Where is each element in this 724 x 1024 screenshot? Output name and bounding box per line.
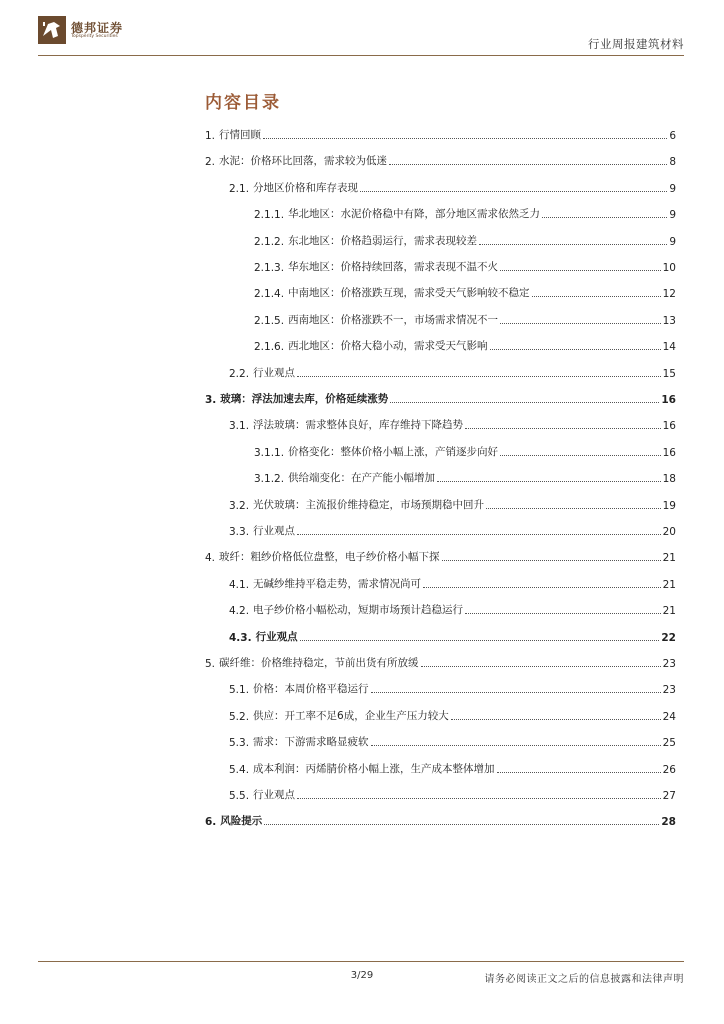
toc-entry[interactable] bbox=[254, 286, 676, 300]
toc-entry-page: 16 bbox=[661, 394, 676, 406]
logo-text-en: Topsperity Securities bbox=[71, 34, 118, 39]
toc-leader-dots bbox=[442, 560, 661, 561]
toc-entry-number: 2.1.2. bbox=[254, 235, 285, 248]
toc-entry-number: 4.2. bbox=[229, 605, 250, 618]
toc-entry-page: 21 bbox=[662, 605, 676, 618]
toc-leader-dots bbox=[437, 481, 661, 482]
toc-entry-number: 5.2. bbox=[229, 710, 250, 723]
toc-entry-page: 9 bbox=[669, 182, 676, 195]
toc-entry-page: 10 bbox=[662, 262, 676, 274]
toc-entry-number: 5.5. bbox=[229, 790, 250, 802]
toc-leader-dots bbox=[465, 428, 661, 429]
toc-entry-page: 6 bbox=[669, 130, 676, 142]
toc-leader-dots bbox=[360, 191, 667, 192]
toc-entry[interactable] bbox=[229, 735, 676, 749]
toc-entry-title: 玻纤：粗纱价格低位盘整，电子纱价格小幅下探 bbox=[219, 551, 440, 564]
toc-entry-number: 5. bbox=[205, 658, 216, 670]
toc-leader-dots bbox=[300, 640, 660, 641]
toc-heading: 内容目录 bbox=[205, 93, 281, 113]
toc-entry[interactable] bbox=[229, 418, 676, 432]
toc-entry[interactable] bbox=[229, 709, 676, 723]
toc-entry-page: 15 bbox=[662, 367, 676, 380]
toc-entry-page: 22 bbox=[661, 631, 676, 644]
logo-text-cn: 德邦证券 bbox=[71, 21, 124, 35]
toc-entry[interactable] bbox=[205, 656, 676, 670]
toc-leader-dots bbox=[421, 666, 661, 667]
toc-leader-dots bbox=[479, 244, 667, 245]
toc-entry-number: 4.3. bbox=[229, 631, 252, 644]
toc-entry-title: 价格变化：整体价格小幅上涨，产销逐步向好 bbox=[288, 445, 499, 458]
toc-entry-title: 中南地区：价格涨跌互现，需求受天气影响较不稳定 bbox=[288, 287, 530, 300]
toc-entry-title: 玻璃：浮法加速去库，价格延续涨势 bbox=[220, 393, 389, 405]
toc-entry-number: 3. bbox=[205, 394, 217, 406]
toc-entry-page: 24 bbox=[662, 710, 676, 723]
toc-leader-dots bbox=[263, 138, 667, 139]
toc-leader-dots bbox=[532, 296, 661, 297]
toc-leader-dots bbox=[542, 217, 667, 218]
toc-entry-page: 21 bbox=[662, 552, 676, 565]
toc-leader-dots bbox=[500, 323, 661, 324]
toc-leader-dots bbox=[264, 824, 659, 825]
page-number: 3/29 bbox=[350, 970, 374, 981]
toc-entry-number: 5.3. bbox=[229, 737, 250, 750]
toc-entry-title: 光伏玻璃：主流报价维持稳定，市场预期稳中回升 bbox=[253, 498, 485, 511]
toc-entry-page: 23 bbox=[662, 658, 676, 670]
toc-entry-number: 3.1.2. bbox=[254, 473, 285, 486]
toc-entry[interactable] bbox=[205, 392, 676, 406]
toc-entry[interactable] bbox=[229, 762, 676, 776]
toc-entry-title: 供应：开工率不足6成，企业生产压力较大 bbox=[253, 709, 449, 722]
footer-divider bbox=[38, 961, 684, 962]
toc-entry[interactable] bbox=[254, 339, 676, 353]
toc-leader-dots bbox=[500, 455, 661, 456]
toc-entry-page: 9 bbox=[669, 209, 676, 222]
toc-entry[interactable] bbox=[205, 814, 676, 828]
toc-entry[interactable] bbox=[229, 524, 676, 538]
toc-leader-dots bbox=[500, 270, 661, 271]
toc-entry[interactable] bbox=[229, 630, 676, 644]
toc-entry-page: 19 bbox=[662, 499, 676, 512]
toc-entry-title: 行业观点 bbox=[253, 525, 296, 537]
toc-entry-number: 2.1. bbox=[229, 182, 250, 195]
toc-leader-dots bbox=[371, 745, 661, 746]
toc-entry[interactable] bbox=[205, 550, 676, 564]
disclaimer-note: 请务必阅读正文之后的信息披露和法律声明 bbox=[484, 974, 684, 985]
toc-entry[interactable] bbox=[254, 207, 676, 221]
toc-entry-number: 2.2. bbox=[229, 367, 250, 380]
toc-entry-number: 3.2. bbox=[229, 499, 250, 512]
toc-leader-dots bbox=[486, 508, 661, 509]
toc-entry-page: 8 bbox=[669, 156, 676, 169]
toc-leader-dots bbox=[390, 402, 659, 403]
toc-entry-page: 26 bbox=[662, 763, 676, 776]
toc-entry[interactable] bbox=[254, 260, 676, 274]
toc-entry[interactable] bbox=[229, 682, 676, 696]
report-category-title: 行业周报建筑材料 bbox=[588, 37, 684, 51]
toc-entry-number: 5.4. bbox=[229, 763, 250, 776]
toc-entry[interactable] bbox=[229, 603, 676, 617]
toc-entry-number: 1. bbox=[205, 130, 216, 142]
toc-entry-page: 16 bbox=[662, 420, 676, 433]
toc-entry-title: 华北地区：水泥价格稳中有降，部分地区需求依然乏力 bbox=[288, 208, 541, 221]
toc-entry[interactable] bbox=[254, 445, 676, 459]
toc-leader-dots bbox=[490, 349, 661, 350]
toc-entry-number: 3.1.1. bbox=[254, 446, 285, 459]
toc-entry-title: 水泥：价格环比回落，需求较为低迷 bbox=[219, 155, 388, 168]
toc-entry-title: 成本利润：丙烯腈价格小幅上涨，生产成本整体增加 bbox=[253, 762, 495, 775]
toc-entry-number: 4.1. bbox=[229, 578, 250, 591]
toc-entry-title: 电子纱价格小幅松动，短期市场预计趋稳运行 bbox=[253, 604, 464, 617]
toc-entry-title: 行业观点 bbox=[253, 366, 296, 379]
toc-entry-page: 12 bbox=[662, 288, 676, 301]
toc-entry-page: 21 bbox=[662, 578, 676, 591]
toc-entry-number: 2.1.6. bbox=[254, 341, 285, 354]
logo-mark-icon bbox=[38, 16, 66, 44]
toc-entry-title: 碳纤维：价格维持稳定，节前出货有所放缓 bbox=[219, 657, 419, 669]
toc-entry[interactable] bbox=[205, 154, 676, 168]
toc-entry-title: 行情回顾 bbox=[219, 129, 262, 141]
toc-entry-title: 西南地区：价格涨跌不一，市场需求情况不一 bbox=[288, 313, 499, 326]
toc-entry-page: 13 bbox=[662, 314, 676, 327]
toc-entry-number: 2. bbox=[205, 156, 216, 169]
toc-leader-dots bbox=[389, 164, 667, 165]
toc-entry-number: 3.1. bbox=[229, 420, 250, 433]
toc-leader-dots bbox=[371, 692, 661, 693]
toc-entry-number: 4. bbox=[205, 552, 216, 565]
toc-entry-page: 27 bbox=[662, 790, 676, 802]
toc-entry-title: 行业观点 bbox=[253, 789, 296, 801]
toc-leader-dots bbox=[465, 613, 661, 614]
toc-entry-title: 无碱纱维持平稳走势，需求情况尚可 bbox=[253, 577, 422, 590]
toc-entry-title: 西北地区：价格大稳小动，需求受天气影响 bbox=[288, 340, 488, 353]
toc-entry-title: 供给端变化：在产产能小幅增加 bbox=[288, 472, 436, 485]
toc-entry-title: 华东地区：价格持续回落，需求表现不温不火 bbox=[288, 261, 499, 273]
toc-entry-page: 20 bbox=[662, 526, 676, 538]
toc-entry-title: 东北地区：价格趋弱运行，需求表现较差 bbox=[288, 234, 478, 247]
company-logo bbox=[38, 16, 138, 44]
toc-entry[interactable] bbox=[254, 313, 676, 327]
toc-leader-dots bbox=[497, 772, 661, 773]
toc-entry-title: 需求：下游需求略显疲软 bbox=[253, 736, 369, 749]
toc-entry[interactable] bbox=[254, 471, 676, 485]
header-divider bbox=[38, 55, 684, 56]
toc-entry-number: 6. bbox=[205, 816, 217, 829]
toc-entry-number: 5.1. bbox=[229, 684, 250, 697]
toc-entry[interactable] bbox=[229, 366, 676, 380]
toc-entry-number: 3.3. bbox=[229, 526, 250, 538]
toc-leader-dots bbox=[297, 534, 661, 535]
toc-entry[interactable] bbox=[229, 498, 676, 512]
toc-entry-page: 9 bbox=[669, 235, 676, 248]
toc-entry-title: 分地区价格和库存表现 bbox=[253, 181, 359, 194]
toc-entry-page: 25 bbox=[662, 737, 676, 750]
toc-entry[interactable] bbox=[229, 788, 676, 802]
toc-entry-page: 23 bbox=[662, 684, 676, 697]
toc-entry[interactable] bbox=[205, 128, 676, 142]
toc-leader-dots bbox=[423, 587, 661, 588]
toc-entry-page: 16 bbox=[662, 446, 676, 459]
toc-entry-title: 价格：本周价格平稳运行 bbox=[253, 683, 369, 696]
toc-entry-number: 2.1.4. bbox=[254, 288, 285, 301]
toc-leader-dots bbox=[451, 719, 661, 720]
toc-leader-dots bbox=[297, 798, 661, 799]
toc-entry-number: 2.1.5. bbox=[254, 314, 285, 327]
toc-entry-page: 28 bbox=[661, 816, 676, 829]
toc-entry-number: 2.1.1. bbox=[254, 209, 285, 222]
toc-entry-title: 行业观点 bbox=[255, 630, 298, 643]
toc-entry[interactable] bbox=[229, 181, 676, 195]
toc-entry-number: 2.1.3. bbox=[254, 262, 285, 274]
toc-entry-page: 14 bbox=[662, 341, 676, 354]
toc-entry-title: 浮法玻璃：需求整体良好，库存维持下降趋势 bbox=[253, 419, 464, 432]
toc-entry-page: 18 bbox=[662, 473, 676, 486]
toc-entry[interactable] bbox=[229, 577, 676, 591]
toc-entry-title: 风险提示 bbox=[220, 815, 263, 828]
toc-entry[interactable] bbox=[254, 234, 676, 248]
toc-leader-dots bbox=[297, 376, 661, 377]
